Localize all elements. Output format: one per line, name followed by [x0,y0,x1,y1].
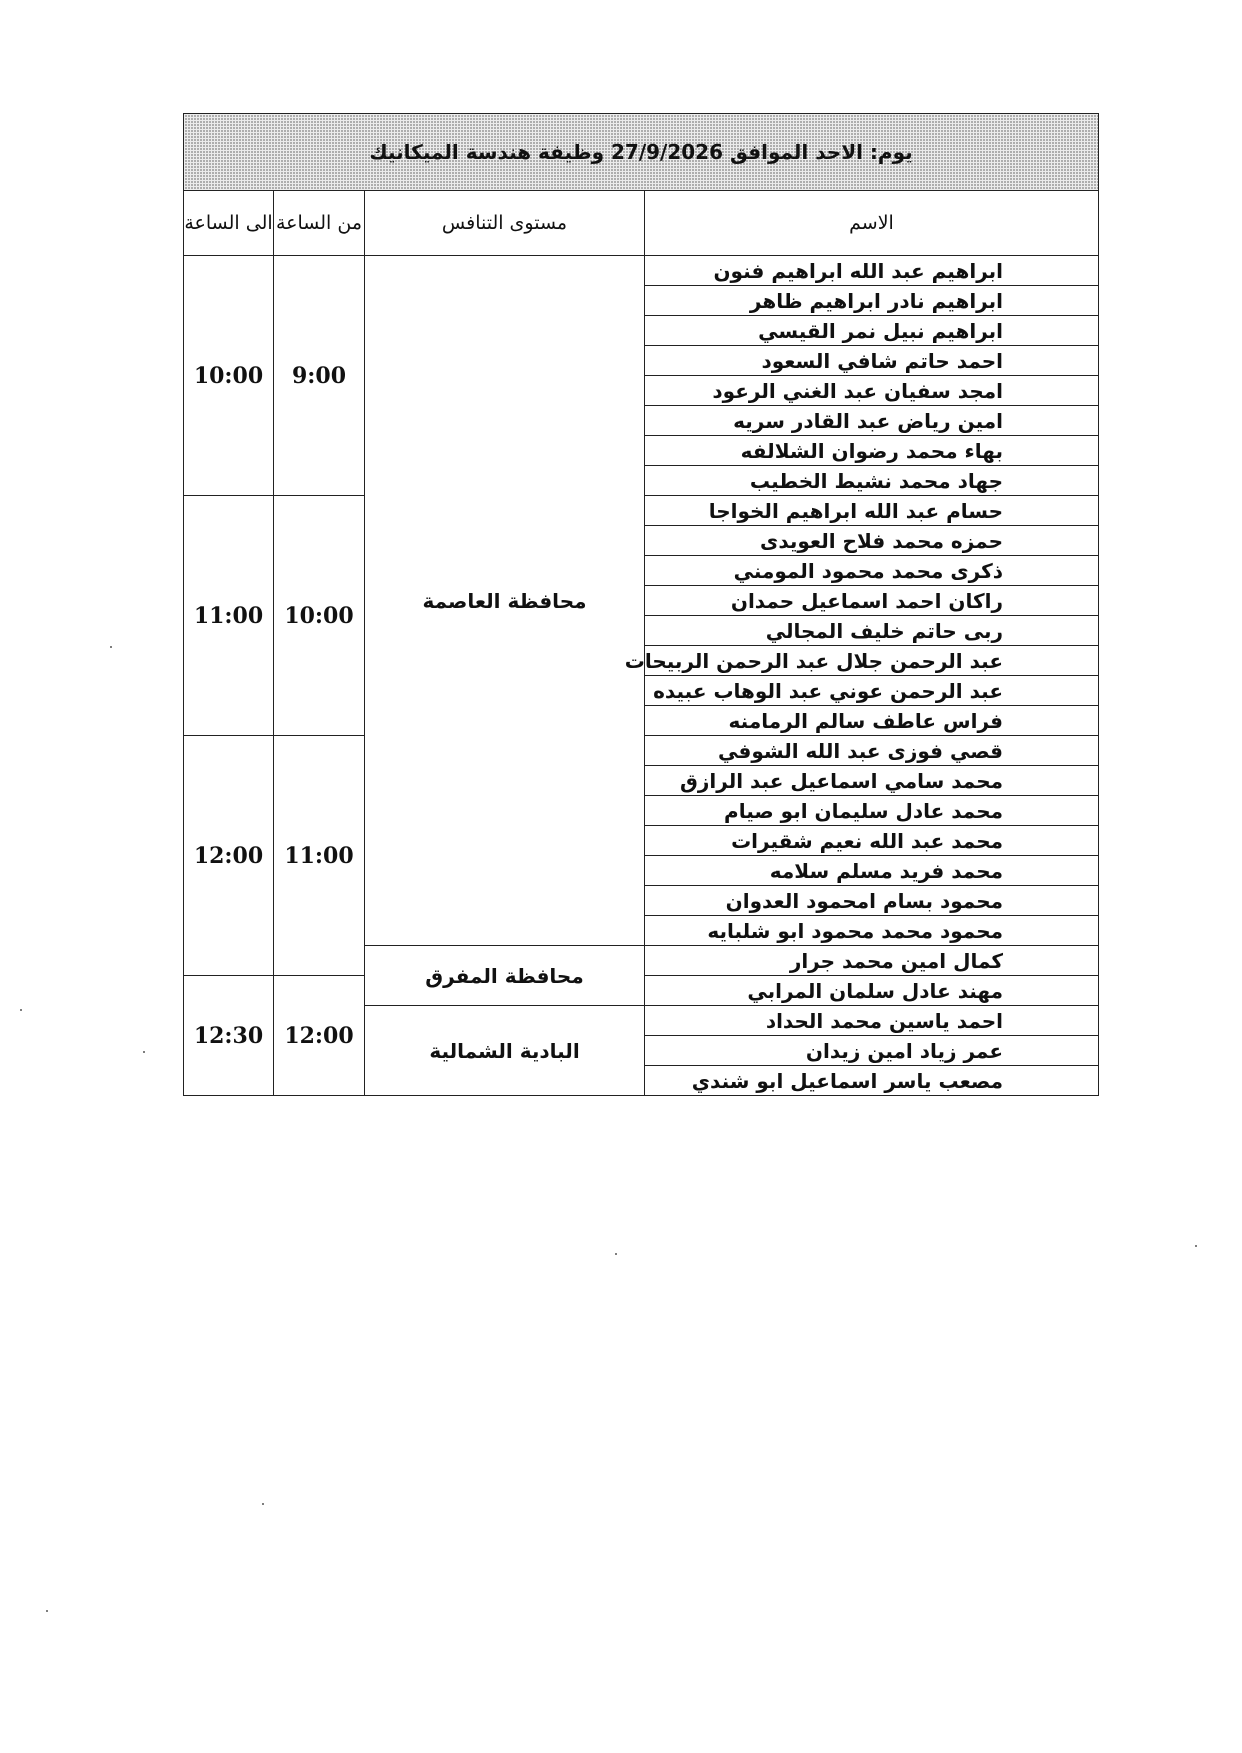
name-cell: بهاء محمد رضوان الشلالفه [645,436,1099,466]
name-cell: ربى حاتم خليف المجالي [645,616,1099,646]
name-cell: حمزه محمد فلاح العويدى [645,526,1099,556]
name-cell: قصي فوزى عبد الله الشوفي [645,736,1099,766]
from-time-cell: 12:00 [274,976,365,1096]
name-cell: احمد حاتم شافي السعود [645,346,1099,376]
header-name: الاسم [645,191,1099,256]
name-cell: محمد فريد مسلم سلامه [645,856,1099,886]
name-cell: احمد ياسين محمد الحداد [645,1006,1099,1036]
name-cell: فراس عاطف سالم الرمامنه [645,706,1099,736]
name-cell: كمال امين محمد جرار [645,946,1099,976]
scan-speck [262,1503,264,1505]
name-cell: مهند عادل سلمان المرابي [645,976,1099,1006]
page-title: يوم: الاحد الموافق 27/9/2026 وظيفة هندسة الميكانيك [369,140,913,164]
name-cell: ذكرى محمد محمود المومني [645,556,1099,586]
to-time-cell: 11:00 [184,496,274,736]
name-cell: عمر زياد امين زيدان [645,1036,1099,1066]
to-time-cell: 10:00 [184,256,274,496]
schedule-sheet [183,113,1098,1096]
name-cell: عبد الرحمن جلال عبد الرحمن الربيحات [645,646,1099,676]
name-cell: عبد الرحمن عوني عبد الوهاب عبيده [645,676,1099,706]
header-level: مستوى التنافس [365,191,645,256]
to-time-cell: 12:00 [184,736,274,976]
to-time-cell: 12:30 [184,976,274,1096]
level-cell: محافظة العاصمة [365,256,645,946]
title-banner [184,114,1099,191]
name-cell: راكان احمد اسماعيل حمدان [645,586,1099,616]
schedule-table [183,113,1099,1096]
scan-speck [615,1253,617,1255]
header-to-time: الى الساعة [184,191,274,256]
table-row [184,256,1099,286]
name-cell: ابراهيم نادر ابراهيم ظاهر [645,286,1099,316]
name-cell: حسام عبد الله ابراهيم الخواجا [645,496,1099,526]
from-time-cell: 10:00 [274,496,365,736]
name-cell: جهاد محمد نشيط الخطيب [645,466,1099,496]
from-time-cell: 9:00 [274,256,365,496]
name-cell: محمد عبد الله نعيم شقيرات [645,826,1099,856]
name-cell: محمود بسام امحمود العدوان [645,886,1099,916]
level-cell: البادية الشمالية [365,1006,645,1096]
scan-speck [1195,1245,1197,1247]
name-cell: محمود محمد محمود ابو شلبايه [645,916,1099,946]
name-cell: محمد سامي اسماعيل عبد الرازق [645,766,1099,796]
from-time-cell: 11:00 [274,736,365,976]
name-cell: مصعب ياسر اسماعيل ابو شندي [645,1066,1099,1096]
name-cell: امجد سفيان عبد الغني الرعود [645,376,1099,406]
scan-speck [110,646,112,648]
scan-speck [143,1051,145,1053]
scan-speck [46,1610,48,1612]
name-cell: ابراهيم عبد الله ابراهيم فنون [645,256,1099,286]
header-from-time: من الساعة [274,191,365,256]
scan-speck [20,1009,22,1011]
name-cell: محمد عادل سليمان ابو صيام [645,796,1099,826]
level-cell: محافظة المفرق [365,946,645,1006]
name-cell: امين رياض عبد القادر سريه [645,406,1099,436]
name-cell: ابراهيم نبيل نمر القيسي [645,316,1099,346]
